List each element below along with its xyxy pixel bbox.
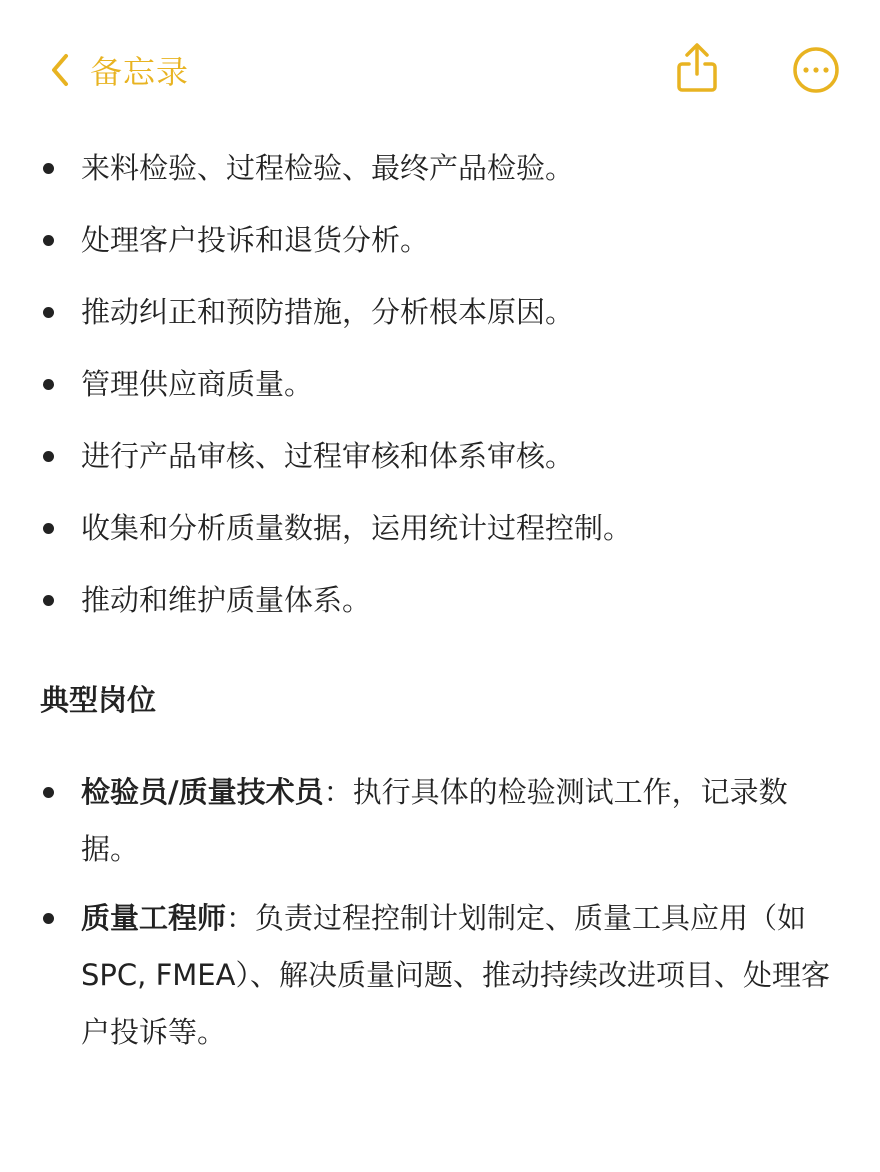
bullet-dot [43,307,54,318]
role-description: ：执行具体的检验测试工作，记录数据。 [81,775,788,866]
bullet-dot [43,523,54,534]
list-item-text: 推动纠正和预防措施，分析根本原因。 [81,295,575,329]
list-item-text: 进行产品审核、过程审核和体系审核。 [81,439,575,473]
role-title: 质量工程师 [81,901,227,935]
list-item-text: 来料检验、过程检验、最终产品检验。 [81,151,575,185]
list-item [0,356,880,412]
list-item [0,140,880,196]
role-description: ：负责过程控制计划制定、质量工具应用（如SPC, FMEA）、解决质量问题、推动持续改进项目、处理客户投诉等。 [81,901,830,1049]
list-item [0,284,880,340]
bullet-dot [43,235,54,246]
navigation-bar [0,0,880,140]
chevron-left-icon [50,53,70,87]
list-item [0,500,880,556]
roles-list [0,764,880,1073]
bullet-dot [43,787,54,798]
list-item-text: 推动和维护质量体系。 [81,583,372,617]
note-body[interactable] [0,140,880,1049]
bullet-dot [43,379,54,390]
bullet-dot [43,451,54,462]
list-item [0,572,880,628]
list-item-text: 收集和分析质量数据，运用统计过程控制。 [81,511,633,545]
more-button[interactable] [792,46,840,94]
role-item [0,890,880,1061]
role-item [0,764,880,878]
back-label: 备忘录 [90,53,190,91]
section-heading: 典型岗位 [40,683,157,717]
list-item [0,428,880,484]
role-title: 检验员/质量技术员 [81,775,324,809]
bullet-dot [43,595,54,606]
duties-list [0,140,880,628]
list-item-text: 处理客户投诉和退货分析。 [81,223,430,257]
share-button[interactable] [674,42,720,94]
more-icon [792,79,840,98]
bullet-dot [43,913,54,924]
bullet-dot [43,163,54,174]
list-item-text: 管理供应商质量。 [81,367,314,401]
list-item [0,212,880,268]
back-button[interactable] [50,46,189,94]
share-icon [674,79,720,98]
